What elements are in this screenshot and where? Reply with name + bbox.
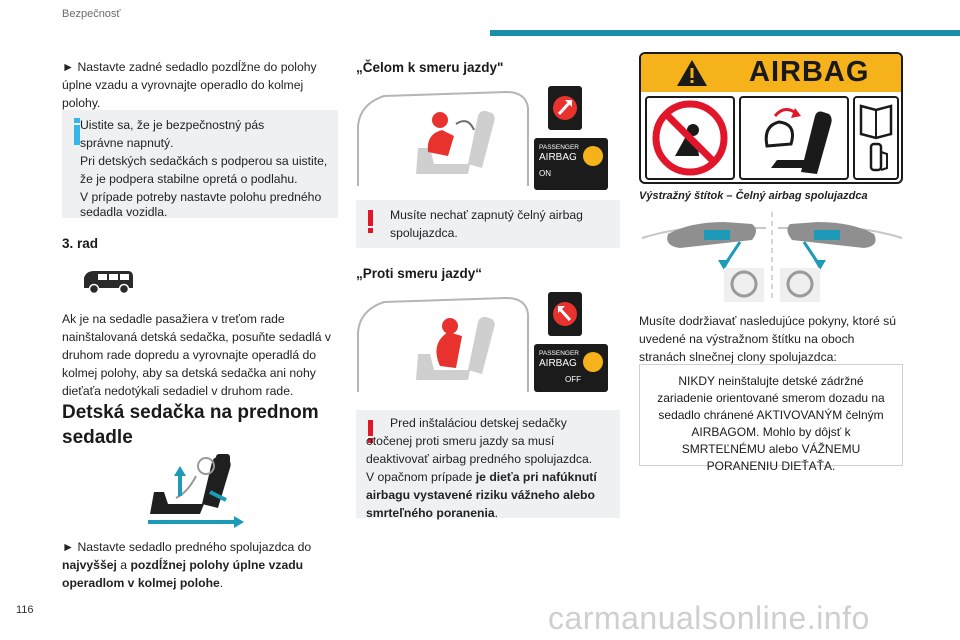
- airbag-off-label: [534, 344, 608, 392]
- bullet-rear-seat: ► Nastavte zadné sedadlo pozdĺžne do polohy úplne vzadu a vyrovnajte operadlo do kolmej polohy.: [62, 60, 317, 110]
- airbag-banner: [641, 54, 901, 92]
- prohibited-icon: [647, 98, 733, 178]
- bullet-front-seat-end: .: [219, 576, 224, 590]
- seat-adjust-illustration: [140, 452, 250, 535]
- airbag-deploy-icon: [741, 98, 847, 178]
- framed-warning: NIKDY neinštalujte detské zádržné zariadenie orientované smerom dozadu na sedadlo chránené AKTIVOVANÝM čelným AIRBAGOM. Mohlo by dôjsť k SMRTEĽNÉMU alebo VÁŽNEMU PORANENIU DIEŤAŤA.: [639, 364, 903, 466]
- info-line: že je podpera stabilne opretá o podlahu.: [80, 172, 298, 186]
- airbag-deactivated-icon: [583, 352, 603, 372]
- rear-facing-illustration: [356, 292, 532, 401]
- header-accent-bar: [490, 30, 960, 36]
- airbag-on-dial: [534, 86, 596, 130]
- bullet-front-seat: [62, 538, 338, 592]
- info-line: Pri detských sedačkách s podperou sa uistite,: [80, 154, 328, 168]
- rear-warning-2a: V opačnom prípade: [366, 470, 476, 484]
- section-header: Bezpečnosť: [62, 8, 121, 20]
- bullet-front-seat-c: a: [116, 558, 131, 572]
- bullet-front-seat-b2: pozdĺžnej polohy úplne vzadu operadlom v kolmej polohe: [62, 558, 304, 590]
- heading-rear-facing: „Proti smeru jazdy“: [356, 266, 483, 281]
- info-line: V prípade potreby nastavte polohu predného: [80, 190, 322, 204]
- instruction-text: Musíte dodržiavať nasledujúce pokyny, ktoré sú uvedené na výstražnom štítku na oboch stranách slnečnej clony spolujazdca:: [639, 314, 897, 364]
- airbag-off-dial: [534, 292, 596, 336]
- section-title: [62, 400, 342, 450]
- warning-icon: [368, 210, 374, 233]
- airbag-banner-text: AIRBAG: [749, 56, 870, 88]
- section-title-line1: Detská sedačka na prednom: [62, 402, 319, 423]
- rear-warning-text-1: Pred inštaláciou detskej sedačky otočenej proti smeru jazdy sa musí deaktivovať airbag predného spolujazdca.: [366, 416, 593, 466]
- read-manual-panel: [853, 96, 899, 180]
- label-caption: Výstražný štítok – Čelný airbag spolujazdca: [639, 190, 868, 202]
- info-note: [62, 110, 338, 218]
- bullet-front-seat-a: ► Nastavte sedadlo predného spolujazdca do: [62, 540, 312, 554]
- van-icon: [80, 268, 136, 301]
- no-rear-facing-panel: [645, 96, 735, 180]
- info-line: sedadla vozidla.: [80, 205, 168, 219]
- rear-warning-text-2: [366, 468, 616, 522]
- forward-facing-illustration: [356, 86, 532, 195]
- third-row-text: Ak je na sedadle pasažiera v treťom rade nainštalovaná detská sedačka, posuňte sedadlá v druhom rade dopredu a vyrovnajte operadlá do kolmej polohy, aby sa detská sedačka ani nohy dieťaťa nedotýkali sedadiel v druhom rade.: [62, 312, 331, 398]
- airbag-on-label-line1: PASSENGER: [539, 144, 579, 151]
- forward-warning-note: [356, 200, 620, 248]
- section-title-line2: sedadle: [62, 427, 133, 448]
- airbag-active-icon: [583, 146, 603, 166]
- airbag-on-label-line2: AIRBAG: [539, 152, 577, 163]
- forward-warning-text: Musíte nechať zapnutý čelný airbag spolujazdca.: [390, 208, 583, 240]
- heading-third-row: 3. rad: [62, 236, 99, 251]
- sun-visor-illustration: [640, 208, 904, 311]
- airbag-on-label: [534, 138, 608, 190]
- manual-book-icon: [855, 98, 897, 178]
- warning-triangle-icon: [675, 58, 709, 88]
- info-line: Uistite sa, že je bezpečnostný pás: [80, 118, 265, 132]
- rear-warning-2b: je dieťa pri nafúknutí airbagu vystavené riziku vážneho alebo smrteľného poranenia: [366, 470, 597, 520]
- airbag-off-label-line1: PASSENGER: [539, 350, 579, 357]
- watermark: carmanualsonline.info: [548, 600, 870, 636]
- airbag-on-state: ON: [539, 169, 551, 178]
- airbag-off-state: OFF: [565, 375, 581, 384]
- rear-warning-note: [356, 410, 620, 518]
- airbag-off-label-line2: AIRBAG: [539, 358, 577, 369]
- bullet-front-seat-b1: najvyššej: [62, 558, 117, 572]
- airbag-deploy-panel: [739, 96, 849, 180]
- info-line: správne napnutý.: [80, 136, 174, 150]
- page-number: 116: [16, 604, 34, 616]
- heading-forward-facing: „Čelom k smeru jazdy": [356, 60, 504, 75]
- rear-warning-2c: .: [494, 506, 499, 520]
- airbag-warning-label: [639, 52, 903, 184]
